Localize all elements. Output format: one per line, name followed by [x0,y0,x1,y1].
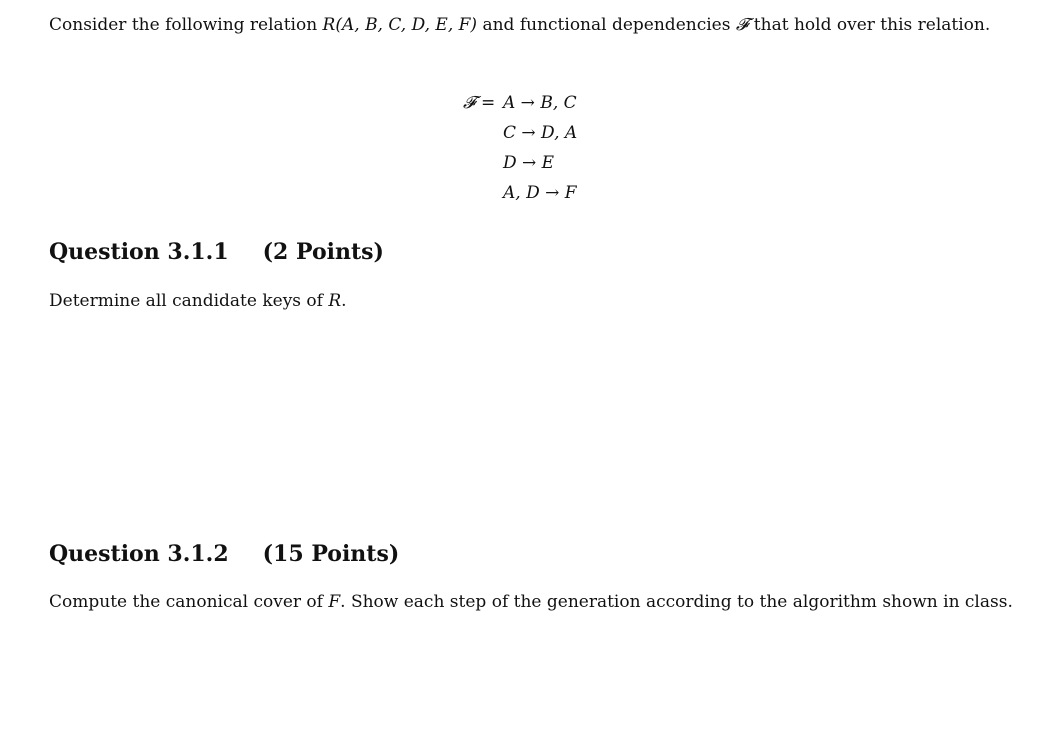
question-1-heading [49,238,384,266]
intro-paragraph [49,13,1029,37]
intro-text-end: that hold over this relation. [748,15,991,35]
relation-schema: R(A, B, C, D, E, F) [322,15,478,35]
question-1-points: (2 Points) [262,239,384,265]
fd-row-3 [463,148,643,178]
dependency-3: D → E [503,153,555,173]
question-1-prompt [49,289,347,313]
question-2-points: (15 Points) [262,541,400,567]
question-2-number: Question 3.1.2 [49,541,229,567]
question-2-prompt [49,590,1013,614]
dependency-4: A, D → F [503,183,577,203]
fd-row-1 [463,88,643,118]
question-2-text-end: . Show each step of the generation according to the algorithm shown in class. [340,592,1013,612]
question-2-text: Compute the canonical cover of [49,592,329,612]
question-2-heading [49,540,399,568]
dependency-2: C → D, A [503,123,578,143]
relation-symbol: R [328,291,342,311]
question-1-text: Determine all candidate keys of [49,291,329,311]
dependency-1: A → B, C [503,93,577,113]
dependency-set-symbol: F [328,592,341,612]
intro-text-start: Consider the following relation [49,15,323,35]
fd-set-label: 𝓕 = [463,93,496,113]
functional-dependencies-block [463,88,643,208]
question-1-number: Question 3.1.1 [49,239,229,265]
question-1-period: . [341,291,347,311]
fd-row-4 [463,178,643,208]
fd-row-2 [463,118,643,148]
fd-set-symbol: 𝓕 [735,15,749,35]
intro-text-middle: and functional dependencies [477,15,736,35]
